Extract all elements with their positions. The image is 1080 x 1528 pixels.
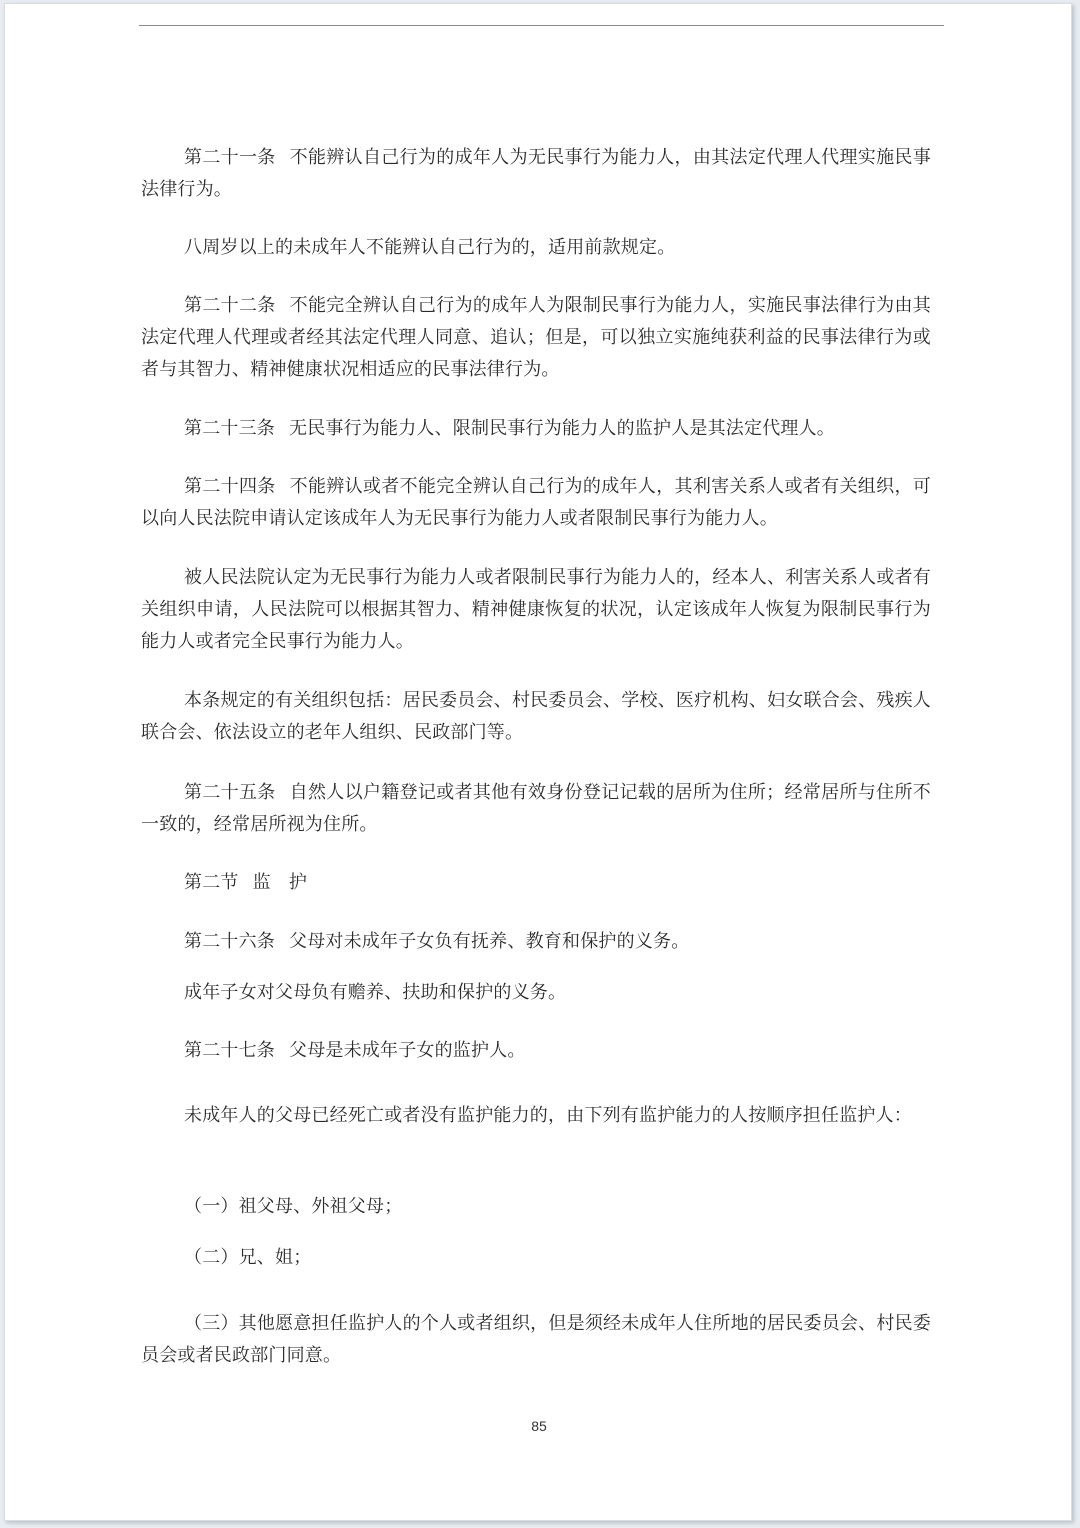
paragraph-text: 本条规定的有关组织包括：居民委员会、村民委员会、学校、医疗机构、妇女联合会、残疾人联合会、依法设立的老年人组织、民政部门等。 [141,690,931,743]
article-text: 不能辨认自己行为的成年人为无民事行为能力人，由其法定代理人代理实施民事法律行为。 [141,147,931,200]
paragraph-article-22 [141,290,931,386]
section-title-part-1: 监 [252,872,271,893]
article-number: 第二十三条 [184,418,275,439]
article-number: 第二十二条 [184,295,276,316]
paragraph-article-25 [141,777,931,841]
list-item [141,1308,931,1372]
article-number: 第二十四条 [184,476,276,497]
paragraph-text: 未成年人的父母已经死亡或者没有监护能力的，由下列有监护能力的人按顺序担任监护人： [184,1105,912,1126]
paragraph-article-27 [141,1035,931,1067]
article-text: 自然人以户籍登记或者其他有效身份登记记载的居所为住所；经常居所与住所不一致的，经常居所视为住所。 [141,782,931,835]
article-text: 不能完全辨认自己行为的成年人为限制民事行为能力人，实施民事法律行为由其法定代理人代理或者经其法定代理人同意、追认；但是，可以独立实施纯获利益的民事法律行为或者与其智力、精神健康状况相适应的民事法律行为。 [141,295,931,380]
page-number: 85 [531,1418,547,1434]
paragraph-article-23 [141,413,931,445]
paragraph [141,562,931,658]
list-item-text: （三）其他愿意担任监护人的个人或者组织，但是须经未成年人住所地的居民委员会、村民委员会或者民政部门同意。 [141,1313,931,1366]
article-number: 第二十七条 [184,1040,275,1061]
article-text: 父母对未成年子女负有抚养、教育和保护的义务。 [289,931,690,952]
paragraph-text: 八周岁以上的未成年人不能辨认自己行为的，适用前款规定。 [184,237,676,258]
section-number: 第二节 [184,872,239,893]
paragraph [141,1100,931,1132]
list-item [141,1191,931,1223]
paragraph [141,232,931,264]
paragraph [141,977,931,1009]
paragraph-article-24 [141,471,931,535]
article-text: 不能辨认或者不能完全辨认自己行为的成年人，其利害关系人或者有关组织，可以向人民法院申请认定该成年人为无民事行为能力人或者限制民事行为能力人。 [141,476,931,529]
document-page [4,3,1072,1521]
paragraph-article-21 [141,142,931,206]
list-item [141,1242,931,1274]
paragraph-article-26 [141,926,931,958]
list-item-text: （一）祖父母、外祖父母； [184,1196,403,1217]
article-text: 无民事行为能力人、限制民事行为能力人的监护人是其法定代理人。 [289,418,835,439]
paragraph [141,685,931,749]
section-heading [141,867,931,899]
section-title-part-2: 护 [288,872,308,893]
list-item-text: （二）兄、姐； [184,1247,312,1268]
article-number: 第二十一条 [184,147,276,168]
article-number: 第二十六条 [184,931,275,952]
paragraph-text: 成年子女对父母负有赡养、扶助和保护的义务。 [184,982,567,1003]
article-number: 第二十五条 [184,782,276,803]
header-rule [139,25,944,26]
paragraph-text: 被人民法院认定为无民事行为能力人或者限制民事行为能力人的，经本人、利害关系人或者有关组织申请，人民法院可以根据其智力、精神健康恢复的状况，认定该成年人恢复为限制民事行为能力人或者完全民事行为能力人。 [141,567,931,652]
article-text: 父母是未成年子女的监护人。 [289,1040,526,1061]
